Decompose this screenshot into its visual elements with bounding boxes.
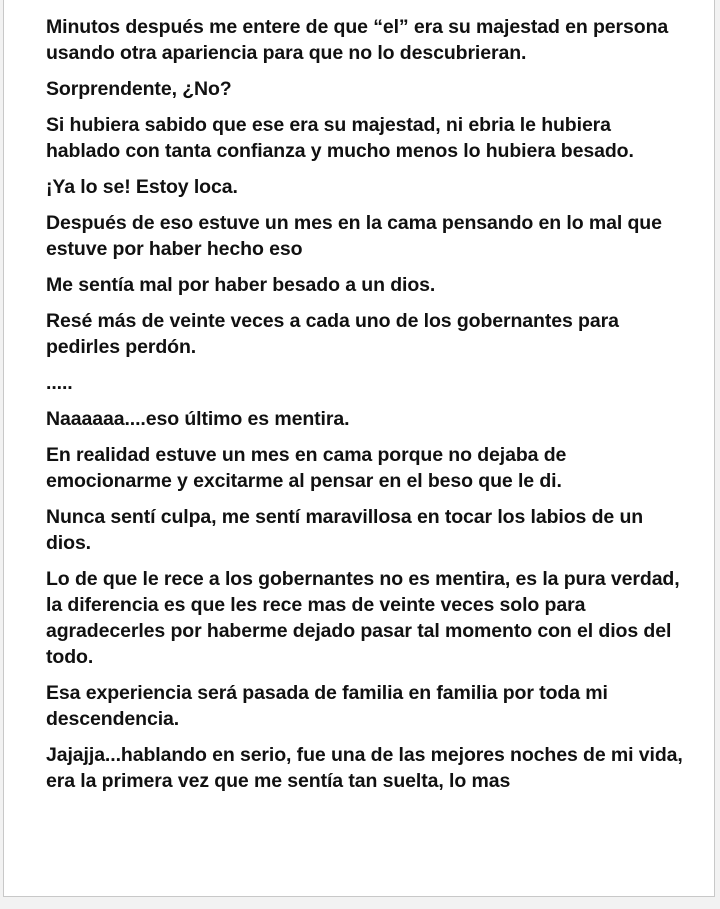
paragraph: Naaaaaa....eso último es mentira.: [46, 408, 350, 430]
paragraph: Esa experiencia será pasada de familia en familia por toda mi descendencia.: [46, 682, 608, 730]
paragraph: .....: [46, 372, 73, 394]
paragraph: Sorprendente, ¿No?: [46, 78, 232, 100]
document-body: [46, 14, 686, 804]
paragraph: Lo de que le rece a los gobernantes no es mentira, es la pura verdad, la diferencia es que les rece mas de veinte veces solo para agradecerles por haberme dejado pasar tal momento con el dios del todo.: [46, 568, 680, 668]
paragraph: Después de eso estuve un mes en la cama pensando en lo mal que estuve por haber hecho eso: [46, 212, 662, 260]
paragraph: Jajajja...hablando en serio, fue una de las mejores noches de mi vida, era la primera vez que me sentía tan suelta, lo mas: [46, 744, 683, 792]
paragraph: Si hubiera sabido que ese era su majestad, ni ebria le hubiera hablado con tanta confianza y mucho menos lo hubiera besado.: [46, 114, 634, 162]
paragraph: ¡Ya lo se! Estoy loca.: [46, 176, 238, 198]
paragraph: En realidad estuve un mes en cama porque no dejaba de emocionarme y excitarme al pensar en el beso que le di.: [46, 444, 567, 492]
paragraph: Resé más de veinte veces a cada uno de los gobernantes para pedirles perdón.: [46, 310, 619, 358]
paragraph: Minutos después me entere de que “el” era su majestad en persona usando otra apariencia para que no lo descubrieran.: [46, 16, 669, 64]
paragraph: Nunca sentí culpa, me sentí maravillosa en tocar los labios de un dios.: [46, 506, 644, 554]
paragraph: Me sentía mal por haber besado a un dios.: [46, 274, 436, 296]
document-page: [3, 0, 715, 897]
